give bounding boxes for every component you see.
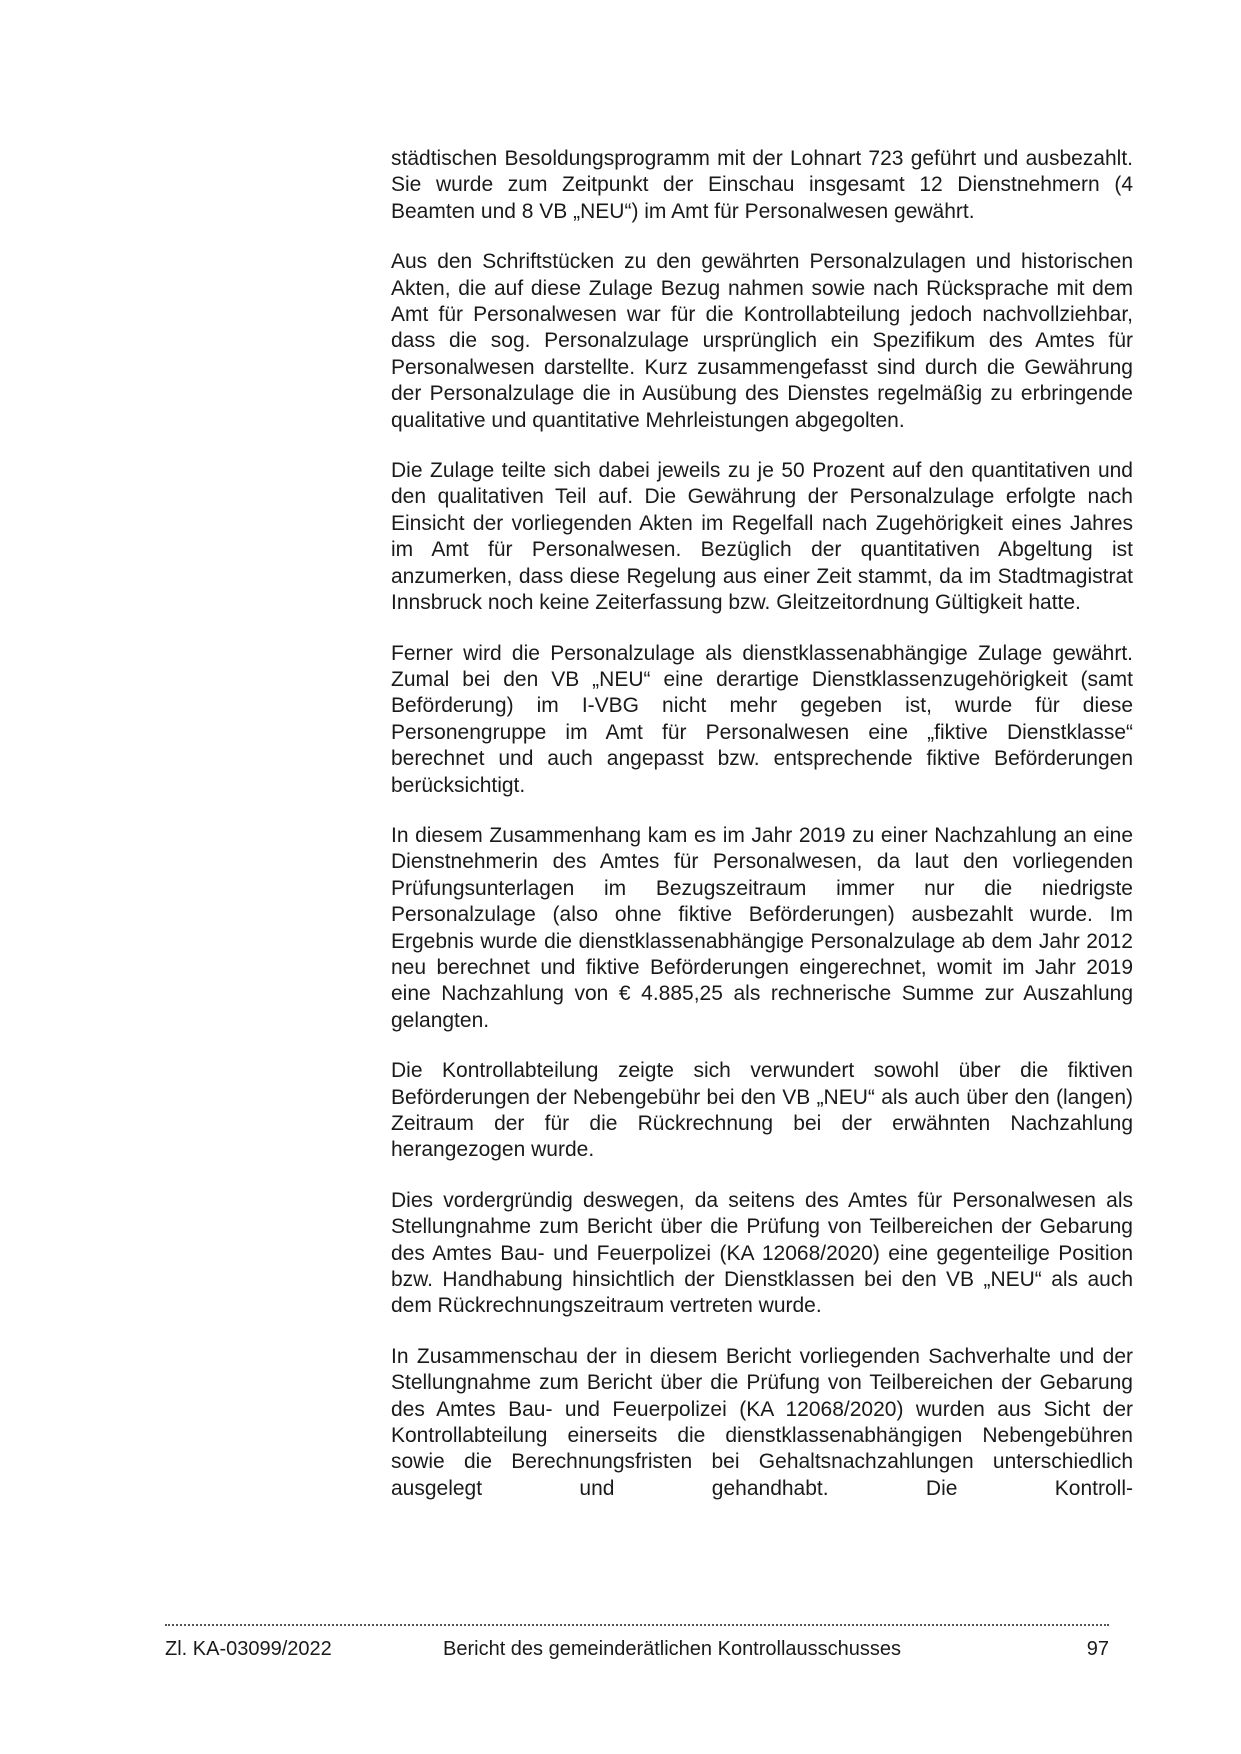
paragraph-8: In Zusammenschau der in diesem Bericht vorliegenden Sachverhalte und der Stellungnahme zum Bericht über die Prüfung von Teilbereichen der Gebarung des Amtes Bau- und Feuerpolizei (KA 12068/2020) wurden aus Sicht der Kontrollabteilung einerseits die dienstklassenabhängigen Nebengebühren sowie die Berechnungsfristen bei Gehaltsnachzahlungen unterschiedlich ausgelegt und gehandhabt. Die Kontroll-: [391, 1344, 1133, 1500]
paragraph-7: Dies vordergründig deswegen, da seitens des Amtes für Personalwesen als Stellungnahme zum Bericht über die Prüfung von Teilbereichen der Gebarung des Amtes Bau- und Feuerpolizei (KA 12068/2020) eine gegenteilige Position bzw. Handhabung hinsichtlich der Dienstklassen bei den VB „NEU“ als auch dem Rückrechnungszeitraum vertreten wurde.: [391, 1188, 1133, 1318]
paragraph-1: städtischen Besoldungsprogramm mit der Lohnart 723 geführt und ausbezahlt. Sie wurde zum Zeitpunkt der Einschau insgesamt 12 Dienstnehmern (4 Beamten und 8 VB „NEU“) im Amt für Personalwesen gewährt.: [391, 147, 1133, 223]
page-footer: [165, 1636, 1109, 1664]
footer-reference: Zl. KA-03099/2022: [165, 1638, 332, 1660]
paragraph-6: Die Kontrollabteilung zeigte sich verwundert sowohl über die fiktiven Beförderungen der Nebengebühr bei den VB „NEU“ als auch über den (langen) Zeitraum der für die Rückrechnung bei der erwähnten Nachzahlung herangezogen wurde.: [391, 1059, 1133, 1162]
paragraph-3: Die Zulage teilte sich dabei jeweils zu je 50 Prozent auf den quantitativen und den qualitativen Teil auf. Die Gewährung der Personalzulage erfolgte nach Einsicht der vorliegenden Akten im Regelfall nach Zugehörigkeit eines Jahres im Amt für Personalwesen. Bezüglich der quantitativen Abgeltung ist anzumerken, dass diese Regelung aus einer Zeit stammt, da im Stadtmagistrat Innsbruck noch keine Zeiterfassung bzw. Gleitzeitordnung Gültigkeit hatte.: [391, 459, 1133, 615]
footer-divider: [165, 1624, 1109, 1626]
page-number: 97: [1086, 1638, 1109, 1660]
paragraph-2: Aus den Schriftstücken zu den gewährten Personalzulagen und historischen Akten, die auf diese Zulage Bezug nahmen sowie nach Rücksprache mit dem Amt für Personalwesen war für die Kontrollabteilung jedoch nachvollziehbar, dass die sog. Personalzulage ursprünglich ein Spezifikum des Amtes für Personalwesen darstellte. Kurz zusammengefasst sind durch die Gewährung der Personalzulage die in Ausübung des Dienstes regelmäßig zu erbringende qualitative und quantitative Mehrleistungen abgegolten.: [391, 250, 1133, 432]
footer-title: Bericht des gemeinderätlichen Kontrollausschusses: [443, 1638, 902, 1660]
paragraph-5: In diesem Zusammenhang kam es im Jahr 2019 zu einer Nachzahlung an eine Dienstnehmerin des Amtes für Personalwesen, da laut den vorliegenden Prüfungsunterlagen im Bezugszeitraum immer nur die niedrigste Personalzulage (also ohne fiktive Beförderungen) ausbezahlt wurde. Im Ergebnis wurde die dienstklassenabhängige Personalzulage ab dem Jahr 2012 neu berechnet und fiktive Beförderungen eingerechnet, womit im Jahr 2019 eine Nachzahlung von € 4.885,25 als rechnerische Summe zur Auszahlung gelangten.: [391, 823, 1133, 1032]
paragraph-4: Ferner wird die Personalzulage als dienstklassenabhängige Zulage gewährt. Zumal bei den VB „NEU“ eine derartige Dienstklassenzugehörigkeit (samt Beförderung) im I-VBG nicht mehr gegeben ist, wurde für diese Personengruppe im Amt für Personalwesen eine „fiktive Dienstklasse“ berechnet und auch angepasst bzw. entsprechende fiktive Beförderungen berücksichtigt.: [391, 641, 1133, 797]
document-body: [391, 146, 1133, 1502]
